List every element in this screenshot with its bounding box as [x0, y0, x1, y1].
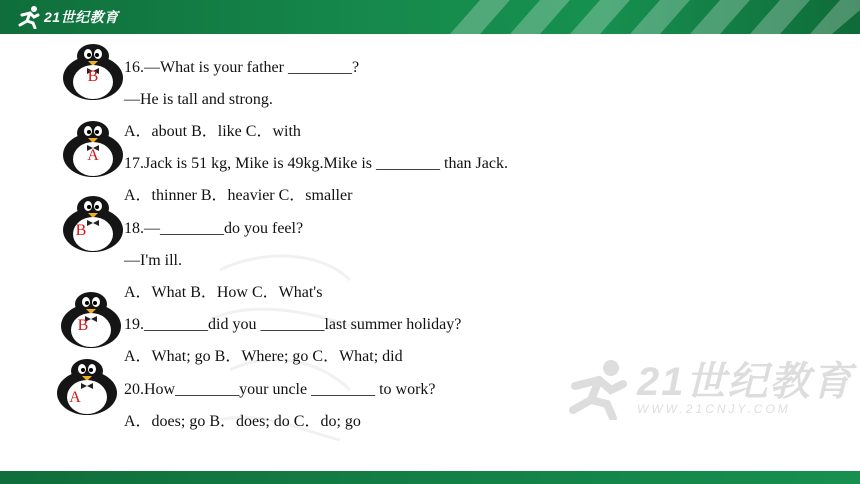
options-20: A．does; go B．does; do C．do; go	[124, 413, 361, 430]
decorative-pattern	[440, 0, 860, 34]
header-bar	[0, 0, 860, 34]
question-19: 19.________did you ________last summer holiday?	[124, 316, 462, 333]
question-20: 20.How________your uncle ________ to work?	[124, 381, 436, 398]
answer-letter: A	[69, 389, 81, 406]
runner-logo-icon	[16, 5, 42, 29]
options-18: A．What B．How C．What's	[124, 284, 323, 301]
watermark-title: 21世纪教育	[637, 360, 854, 404]
penguin-answer-20	[54, 359, 120, 417]
brand-logo	[16, 3, 119, 31]
watermark-runner-icon	[563, 358, 633, 420]
options-17: A．thinner B．heavier C．smaller	[124, 187, 353, 204]
logo-text: 21世纪教育	[44, 9, 119, 25]
options-16: A．about B．like C．with	[124, 123, 301, 140]
penguin-answer-19	[58, 292, 124, 350]
penguin-answer-18	[60, 196, 126, 254]
question-17: 17.Jack is 51 kg, Mike is 49kg.Mike is ________ than Jack.	[124, 155, 508, 172]
response-18: —I'm ill.	[124, 252, 182, 269]
penguin-answer-16	[60, 44, 126, 102]
answer-letter: B	[77, 317, 89, 334]
response-16: —He is tall and strong.	[124, 91, 273, 108]
options-19: A．What; go B．Where; go C．What; did	[124, 348, 403, 365]
footer-bar	[0, 471, 860, 484]
penguin-icon	[54, 359, 120, 417]
question-16: 16.—What is your father ________?	[124, 59, 360, 76]
watermark	[563, 358, 854, 420]
answer-letter: B	[87, 68, 99, 85]
answer-letter: A	[87, 147, 99, 164]
penguin-answer-17	[60, 121, 126, 179]
watermark-url: WWW.21CNJY.COM	[637, 402, 791, 416]
question-18: 18.—________do you feel?	[124, 220, 304, 237]
answer-letter: B	[75, 222, 87, 239]
